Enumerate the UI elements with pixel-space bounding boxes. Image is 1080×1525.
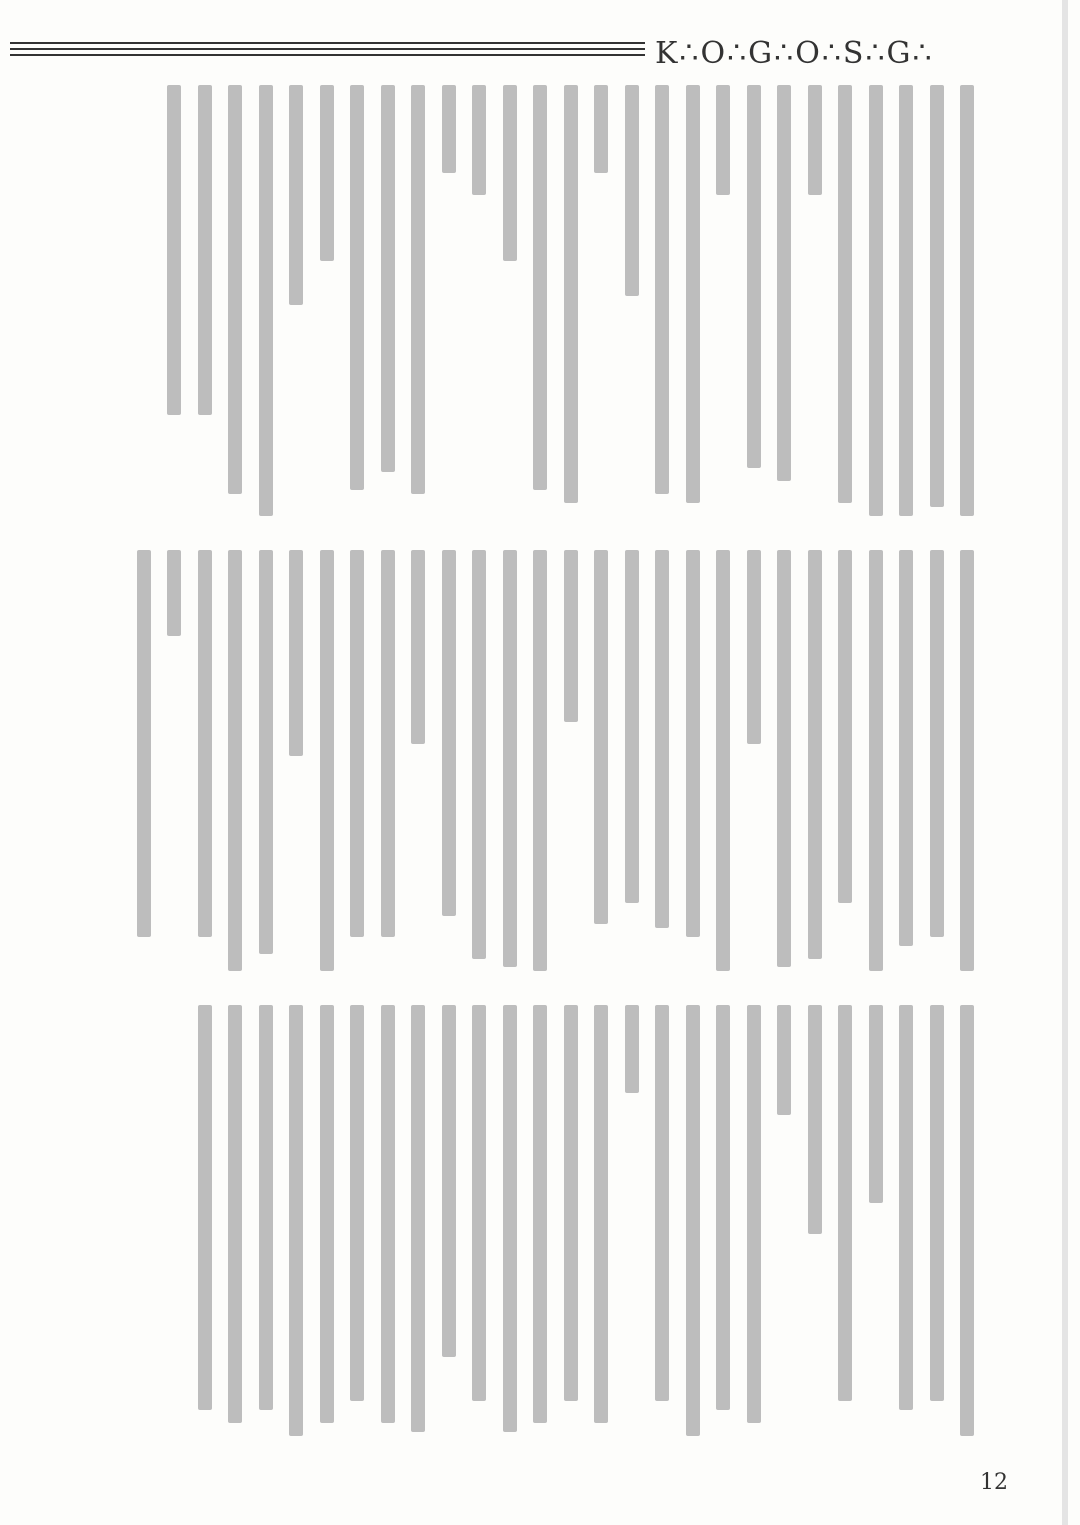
text-column — [716, 550, 730, 971]
text-column — [411, 1005, 425, 1432]
text-column — [625, 550, 639, 903]
header-rule — [10, 54, 645, 56]
text-column — [564, 550, 578, 722]
text-column — [503, 550, 517, 967]
text-tier-top — [70, 85, 980, 525]
text-column — [411, 85, 425, 494]
text-column — [533, 550, 547, 971]
text-column — [808, 85, 822, 195]
text-column — [777, 550, 791, 967]
header-rule — [10, 48, 645, 50]
text-column — [594, 550, 608, 924]
text-column — [381, 550, 395, 937]
text-column — [655, 1005, 669, 1401]
text-column — [381, 1005, 395, 1423]
text-column — [594, 1005, 608, 1423]
text-column — [686, 85, 700, 503]
text-column — [320, 550, 334, 971]
text-column — [716, 85, 730, 195]
text-column — [350, 85, 364, 490]
text-column — [655, 550, 669, 928]
text-column — [930, 85, 944, 507]
header-rule — [10, 42, 645, 44]
text-column — [808, 1005, 822, 1234]
text-column — [747, 1005, 761, 1423]
scan-edge — [1062, 0, 1068, 1525]
text-column — [137, 550, 151, 937]
text-column — [503, 85, 517, 261]
text-column — [259, 1005, 273, 1410]
text-column — [198, 85, 212, 415]
text-column — [930, 1005, 944, 1401]
text-column — [167, 85, 181, 415]
text-column — [259, 550, 273, 954]
text-column — [655, 85, 669, 494]
text-column — [259, 85, 273, 516]
header-title: K∴O∴G∴O∴S∴G∴ — [655, 36, 934, 71]
text-column — [472, 85, 486, 195]
text-column — [899, 550, 913, 946]
text-column — [899, 1005, 913, 1410]
text-column — [167, 550, 181, 636]
text-column — [838, 1005, 852, 1401]
text-column — [289, 1005, 303, 1436]
text-tier-middle — [70, 550, 980, 980]
text-column — [320, 1005, 334, 1423]
text-column — [442, 1005, 456, 1357]
text-column — [594, 85, 608, 173]
text-column — [503, 1005, 517, 1432]
text-column — [350, 550, 364, 937]
text-column — [930, 550, 944, 937]
text-column — [442, 85, 456, 173]
text-column — [228, 1005, 242, 1423]
text-column — [869, 550, 883, 971]
text-column — [686, 1005, 700, 1436]
text-column — [289, 85, 303, 305]
text-column — [777, 1005, 791, 1115]
text-column — [747, 550, 761, 744]
text-column — [960, 550, 974, 971]
text-column — [960, 85, 974, 516]
text-column — [869, 85, 883, 516]
text-column — [533, 1005, 547, 1423]
text-column — [960, 1005, 974, 1436]
text-column — [228, 550, 242, 971]
text-column — [869, 1005, 883, 1203]
text-column — [838, 85, 852, 503]
text-column — [564, 85, 578, 503]
page-number: 12 — [980, 1470, 1008, 1495]
text-column — [899, 85, 913, 516]
text-column — [533, 85, 547, 490]
text-column — [472, 1005, 486, 1401]
text-column — [686, 550, 700, 937]
text-tier-bottom — [70, 1005, 980, 1445]
text-column — [808, 550, 822, 959]
text-column — [442, 550, 456, 916]
text-column — [747, 85, 761, 468]
text-column — [198, 1005, 212, 1410]
text-column — [320, 85, 334, 261]
text-column — [625, 1005, 639, 1093]
text-column — [381, 85, 395, 472]
text-column — [228, 85, 242, 494]
text-column — [198, 550, 212, 937]
text-column — [350, 1005, 364, 1401]
text-column — [472, 550, 486, 959]
text-column — [289, 550, 303, 756]
text-column — [838, 550, 852, 903]
text-column — [411, 550, 425, 744]
text-column — [716, 1005, 730, 1410]
text-column — [564, 1005, 578, 1401]
text-column — [625, 85, 639, 296]
text-column — [777, 85, 791, 481]
